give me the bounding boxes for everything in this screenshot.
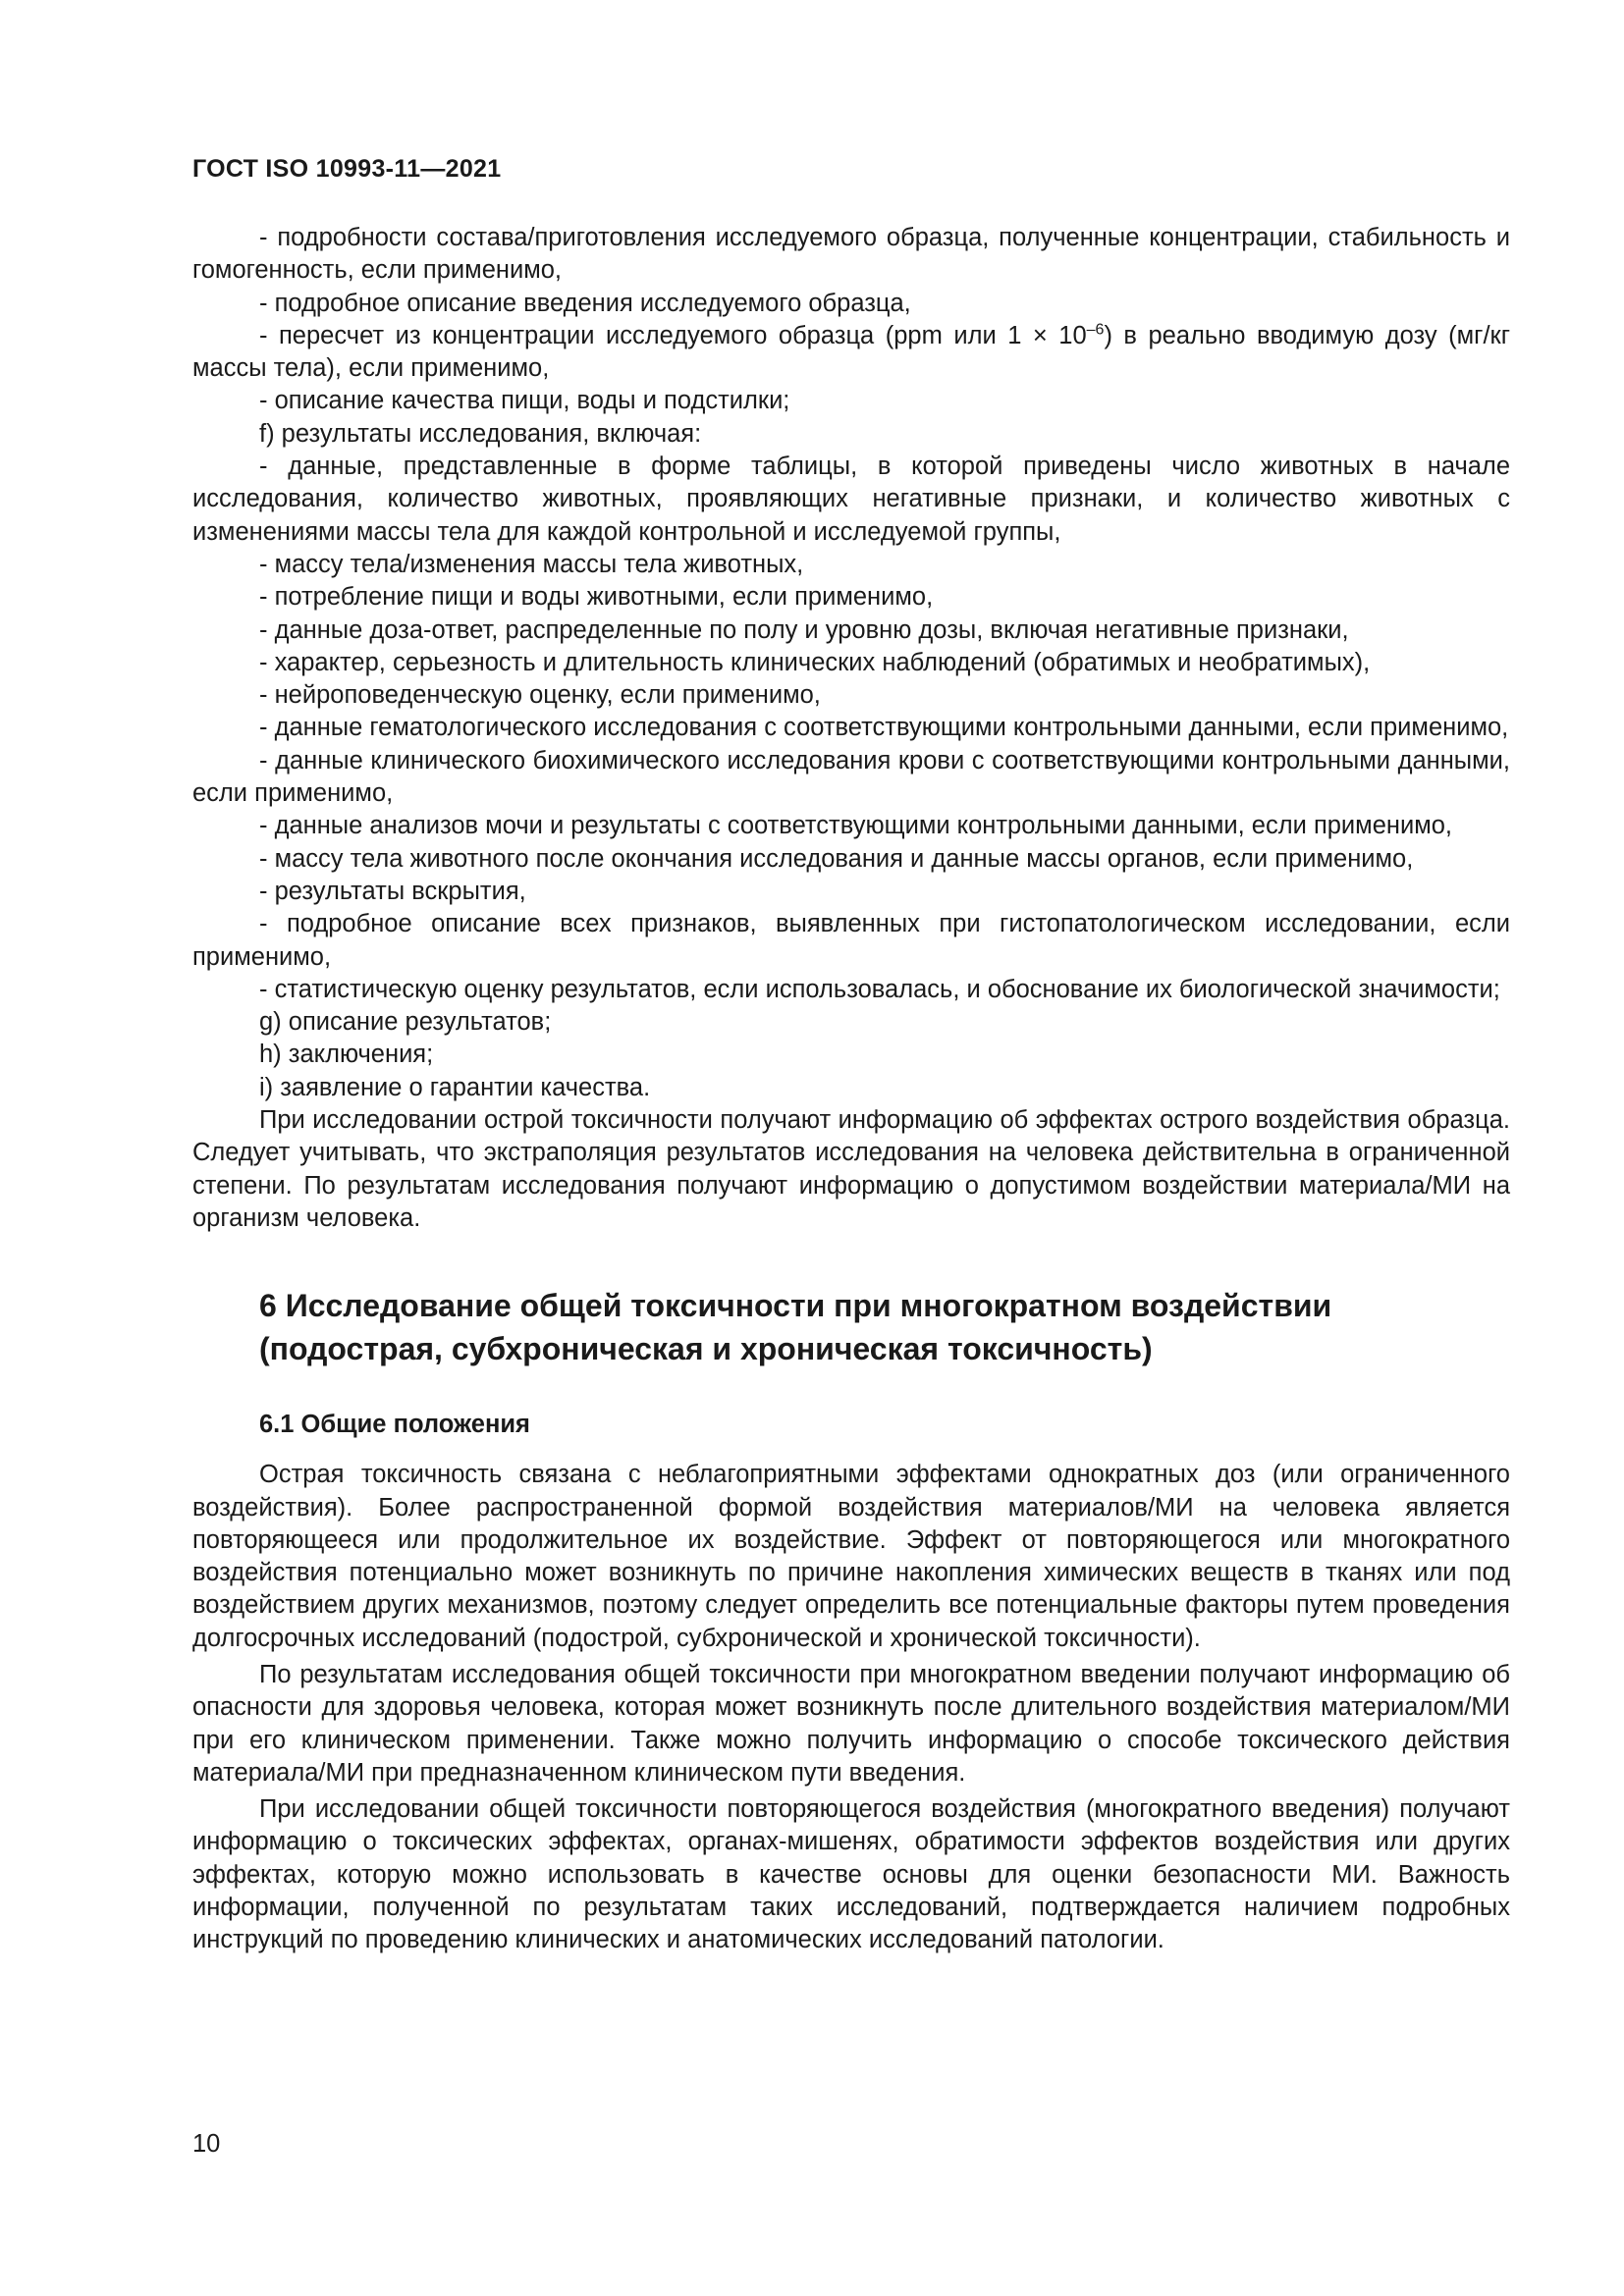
list-item: - данные анализов мочи и результаты с соответствующими контрольными данными, если применимо, bbox=[259, 812, 1453, 840]
section-title bbox=[192, 1284, 1510, 1370]
recalc-exponent: –6 bbox=[1086, 321, 1105, 339]
list-item: - потребление пищи и воды животными, если применимо, bbox=[259, 583, 934, 612]
list-item: f) результаты исследования, включая: bbox=[259, 419, 702, 448]
body-paragraph: При исследовании общей токсичности повторяющегося воздействия (многократного введения) получают информацию о токсических эффектах, органах-мишенях, обратимости эффектов воздействия или других эффектах, которую можно использовать в качестве основы для оценки безопасности МИ. Важность информации, полученной по результатам таких исследований, подтверждается наличием подробных инструкций по проведению клинических и анатомических исследований патологии. bbox=[192, 1795, 1510, 1954]
subsection-title: 6.1 Общие положения bbox=[259, 1411, 530, 1439]
list-item: - нейроповеденческую оценку, если применимо, bbox=[259, 681, 821, 710]
page-body bbox=[192, 222, 1510, 1957]
list-item: g) описание результатов; bbox=[259, 1008, 552, 1037]
list-item: - данные, представленные в форме таблицы, в которой приведены число животных в начале исследования, количество животных, проявляющих негативные признаки, и количество животных с изменениями массы тела для каждой контрольной и исследуемой группы, bbox=[192, 453, 1510, 546]
section-title-line: (подострая, субхроническая и хроническая токсичность) bbox=[259, 1331, 1153, 1367]
list-item: - подробное описание введения исследуемого образца, bbox=[259, 289, 911, 317]
section-title-line: 6 Исследование общей токсичности при многократном воздействии bbox=[259, 1288, 1332, 1324]
body-paragraph: Острая токсичность связана с неблагоприятными эффектами однократных доз (или ограниченного воздействия). Более распространенной формой воздействия материалов/МИ на человека является повторяющееся или продолжительное их воздействие. Эффект от повторяющегося или многократного воздействия потенциально может возникнуть по причине накопления химических веществ в тканях или под воздействием других механизмов, поэтому следует определить все потенциальные факторы путем проведения долгосрочных исследований (подострой, субхронической и хронической токсичности). bbox=[192, 1461, 1510, 1652]
page-number: 10 bbox=[192, 2130, 221, 2158]
list-item: - описание качества пищи, воды и подстилки; bbox=[259, 387, 790, 415]
list-item: - массу тела/изменения массы тела животных, bbox=[259, 550, 804, 578]
list-item: - данные гематологического исследования с соответствующими контрольными данными, если применимо, bbox=[259, 714, 1509, 742]
list-item-recalc bbox=[192, 320, 1510, 386]
list-item: - данные клинического биохимического исследования крови с соответствующими контрольными данными, если применимо, bbox=[192, 746, 1510, 808]
list-item: - массу тела животного после окончания исследования и данные массы органов, если применимо, bbox=[259, 844, 1414, 873]
list-item: - статистическую оценку результатов, если использовалась, и обоснование их биологической значимости; bbox=[259, 975, 1500, 1003]
list-item: - данные доза-ответ, распределенные по полу и уровню дозы, включая негативные признаки, bbox=[259, 615, 1349, 644]
list-item: - характер, серьезность и длительность клинических наблюдений (обратимых и необратимых), bbox=[259, 648, 1371, 676]
list-item: - подробности состава/приготовления исследуемого образца, полученные концентрации, стабильность и гомогенность, если применимо, bbox=[192, 224, 1510, 285]
list-item: - результаты вскрытия, bbox=[259, 877, 526, 905]
list-item: i) заявление о гарантии качества. bbox=[259, 1073, 651, 1101]
list-item: h) заключения; bbox=[259, 1041, 434, 1069]
recalc-text-before: - пересчет из концентрации исследуемого образца (ppm или 1 × 10 bbox=[259, 321, 1087, 349]
document-header: ГОСТ ISO 10993-11—2021 bbox=[192, 155, 502, 183]
acute-toxicity-paragraph: При исследовании острой токсичности получают информацию об эффектах острого воздействия образца. Следует учитывать, что экстраполяция результатов исследования на человека действительна в ограниченной степени. По результатам исследования получают информацию о допустимом воздействии материала/МИ на организм человека. bbox=[192, 1106, 1510, 1232]
body-paragraph: По результатам исследования общей токсичности при многократном введении получают информацию об опасности для здоровья человека, которая может возникнуть после длительного воздействия материалом/МИ при его клиническом применении. Также можно получить информацию о способе токсического действия материала/МИ при предназначенном клиническом пути введения. bbox=[192, 1660, 1510, 1787]
recalc-text-after: ) в реально вводимую дозу (мг/кг массы тела), если применимо, bbox=[192, 321, 1510, 383]
list-item: - подробное описание всех признаков, выявленных при гистопатологическом исследовании, если применимо, bbox=[192, 910, 1510, 971]
